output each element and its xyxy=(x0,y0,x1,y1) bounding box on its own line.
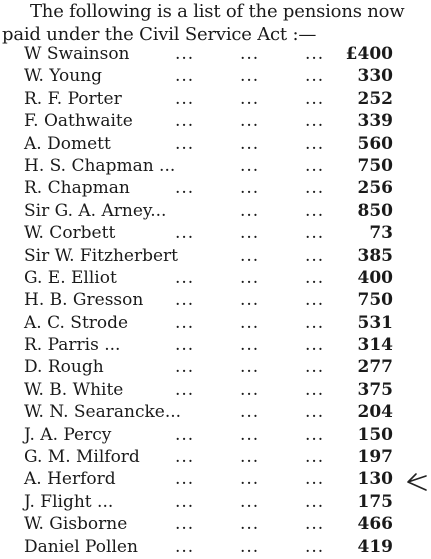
list-item xyxy=(0,380,431,402)
pension-amount: 73 xyxy=(369,223,393,244)
pension-amount: 330 xyxy=(357,66,393,87)
leader-dots: ... xyxy=(305,536,325,557)
list-item xyxy=(0,178,431,200)
leader-dots: ... xyxy=(305,245,325,266)
pensioner-name: F. Oathwaite xyxy=(24,111,133,132)
pension-amount: 252 xyxy=(357,88,393,109)
leader-dots: ... xyxy=(240,312,260,333)
leader-dots: ... xyxy=(240,44,260,64)
pension-amount: 204 xyxy=(357,402,393,423)
leader-dots: ... xyxy=(240,88,260,109)
list-item xyxy=(0,156,431,178)
pensioner-name: Daniel Pollen xyxy=(24,536,138,557)
pension-amount: 466 xyxy=(357,514,393,535)
leader-dots: ... xyxy=(240,335,260,356)
list-item xyxy=(0,111,431,133)
leader-dots: ... xyxy=(240,267,260,288)
pensioner-name: W. N. Searancke... xyxy=(24,402,182,423)
leader-dots: ... xyxy=(175,111,195,132)
leader-dots: ... xyxy=(175,44,195,64)
leader-dots: ... xyxy=(305,469,325,490)
leader-dots: ... xyxy=(240,155,260,176)
leader-dots: ... xyxy=(240,200,260,221)
leader-dots: ... xyxy=(175,133,195,154)
leader-dots: ... xyxy=(305,133,325,154)
leader-dots: ... xyxy=(240,223,260,244)
leader-dots: ... xyxy=(240,66,260,87)
leader-dots: ... xyxy=(305,424,325,445)
pension-amount: 419 xyxy=(357,536,393,557)
pension-amount: 400 xyxy=(357,267,393,288)
leader-dots: ... xyxy=(305,111,325,132)
leader-dots: ... xyxy=(240,133,260,154)
list-item xyxy=(0,425,431,447)
list-item xyxy=(0,335,431,357)
pension-amount: 850 xyxy=(357,200,393,221)
leader-dots: ... xyxy=(240,357,260,378)
leader-dots: ... xyxy=(240,424,260,445)
pension-amount: 385 xyxy=(357,245,393,266)
pensioner-name: H. B. Gresson xyxy=(24,290,144,311)
pensioner-name: J. A. Percy xyxy=(24,424,112,445)
leader-dots: ... xyxy=(240,536,260,557)
pension-amount: 130 xyxy=(357,469,393,490)
pensioner-name: R. Parris ... xyxy=(24,335,121,356)
leader-dots: ... xyxy=(175,379,195,400)
leader-dots: ... xyxy=(240,402,260,423)
leader-dots: ... xyxy=(305,447,325,468)
pensioner-name: G. M. Milford xyxy=(24,447,140,468)
pension-amount: 150 xyxy=(357,424,393,445)
pensioner-name: Sir G. A. Arney... xyxy=(24,200,167,221)
leader-dots: ... xyxy=(175,491,195,512)
leader-dots: ... xyxy=(175,267,195,288)
pensioner-name: A. Herford xyxy=(24,469,116,490)
leader-dots: ... xyxy=(240,290,260,311)
pensioner-name: W. Young xyxy=(24,66,103,87)
leader-dots: ... xyxy=(240,469,260,490)
pensioner-name: W. Gisborne xyxy=(24,514,128,535)
list-item xyxy=(0,89,431,111)
leader-dots: ... xyxy=(175,312,195,333)
pension-amount: 750 xyxy=(357,155,393,176)
pension-amount: 256 xyxy=(357,178,393,199)
leader-dots: ... xyxy=(175,335,195,356)
pensioner-name: R. Chapman xyxy=(24,178,130,199)
leader-dots: ... xyxy=(175,536,195,557)
pensioner-name: Sir W. Fitzherbert xyxy=(24,245,178,266)
leader-dots: ... xyxy=(175,178,195,199)
leader-dots: ... xyxy=(305,155,325,176)
leader-dots: ... xyxy=(240,178,260,199)
leader-dots: ... xyxy=(240,447,260,468)
list-item xyxy=(0,447,431,469)
pension-amount: 175 xyxy=(357,491,393,512)
leader-dots: ... xyxy=(175,290,195,311)
leader-dots: ... xyxy=(175,88,195,109)
pension-amount: 375 xyxy=(357,379,393,400)
list-item xyxy=(0,134,431,156)
leader-dots: ... xyxy=(240,111,260,132)
leader-dots: ... xyxy=(240,491,260,512)
list-item xyxy=(0,66,431,88)
leader-dots: ... xyxy=(305,66,325,87)
list-item xyxy=(0,223,431,245)
leader-dots: ... xyxy=(240,245,260,266)
pensioner-name: R. F. Porter xyxy=(24,88,122,109)
leader-dots: ... xyxy=(305,267,325,288)
pensioner-name: H. S. Chapman ... xyxy=(24,155,176,176)
pensioner-name: J. Flight ... xyxy=(24,491,114,512)
leader-dots: ... xyxy=(305,491,325,512)
leader-dots: ... xyxy=(305,312,325,333)
leader-dots: ... xyxy=(305,290,325,311)
leader-dots: ... xyxy=(305,223,325,244)
pension-amount: 277 xyxy=(357,357,393,378)
pension-amount: 197 xyxy=(357,447,393,468)
pension-amount: 750 xyxy=(357,290,393,311)
pension-amount: 339 xyxy=(357,111,393,132)
list-item xyxy=(0,313,431,335)
pension-amount: 560 xyxy=(357,133,393,154)
leader-dots: ... xyxy=(240,379,260,400)
pensioner-name: A. Domett xyxy=(24,133,111,154)
list-item xyxy=(0,514,431,536)
leader-dots: ... xyxy=(175,424,195,445)
pensioner-name: A. C. Strode xyxy=(24,312,129,333)
list-item xyxy=(0,402,431,424)
pensioner-name: G. E. Elliot xyxy=(24,267,117,288)
pensioner-name: W. Corbett xyxy=(24,223,116,244)
pension-list xyxy=(0,44,431,559)
leader-dots: ... xyxy=(305,402,325,423)
leader-dots: ... xyxy=(305,178,325,199)
margin-pen-mark-icon xyxy=(406,470,430,494)
leader-dots: ... xyxy=(305,200,325,221)
pensioner-name: W Swainson xyxy=(24,44,130,64)
leader-dots: ... xyxy=(305,44,325,64)
list-item xyxy=(0,492,431,514)
list-item xyxy=(0,44,431,66)
leader-dots: ... xyxy=(240,514,260,535)
leader-dots: ... xyxy=(175,66,195,87)
intro-line-1: The following is a list of the pensions now xyxy=(30,1,405,22)
pensioner-name: D. Rough xyxy=(24,357,104,378)
pension-amount: 531 xyxy=(357,312,393,333)
leader-dots: ... xyxy=(305,514,325,535)
list-item xyxy=(0,469,431,491)
pension-amount: £400 xyxy=(345,44,393,64)
list-item xyxy=(0,246,431,268)
list-item xyxy=(0,357,431,379)
leader-dots: ... xyxy=(305,335,325,356)
pension-amount: 314 xyxy=(357,335,393,356)
leader-dots: ... xyxy=(305,88,325,109)
leader-dots: ... xyxy=(175,514,195,535)
leader-dots: ... xyxy=(305,357,325,378)
pensioner-name: W. B. White xyxy=(24,379,124,400)
leader-dots: ... xyxy=(175,447,195,468)
leader-dots: ... xyxy=(175,469,195,490)
list-item xyxy=(0,201,431,223)
leader-dots: ... xyxy=(305,379,325,400)
intro-line-2: paid under the Civil Service Act :— xyxy=(2,24,317,45)
list-item xyxy=(0,537,431,559)
list-item xyxy=(0,290,431,312)
list-item xyxy=(0,268,431,290)
leader-dots: ... xyxy=(175,357,195,378)
leader-dots: ... xyxy=(175,223,195,244)
